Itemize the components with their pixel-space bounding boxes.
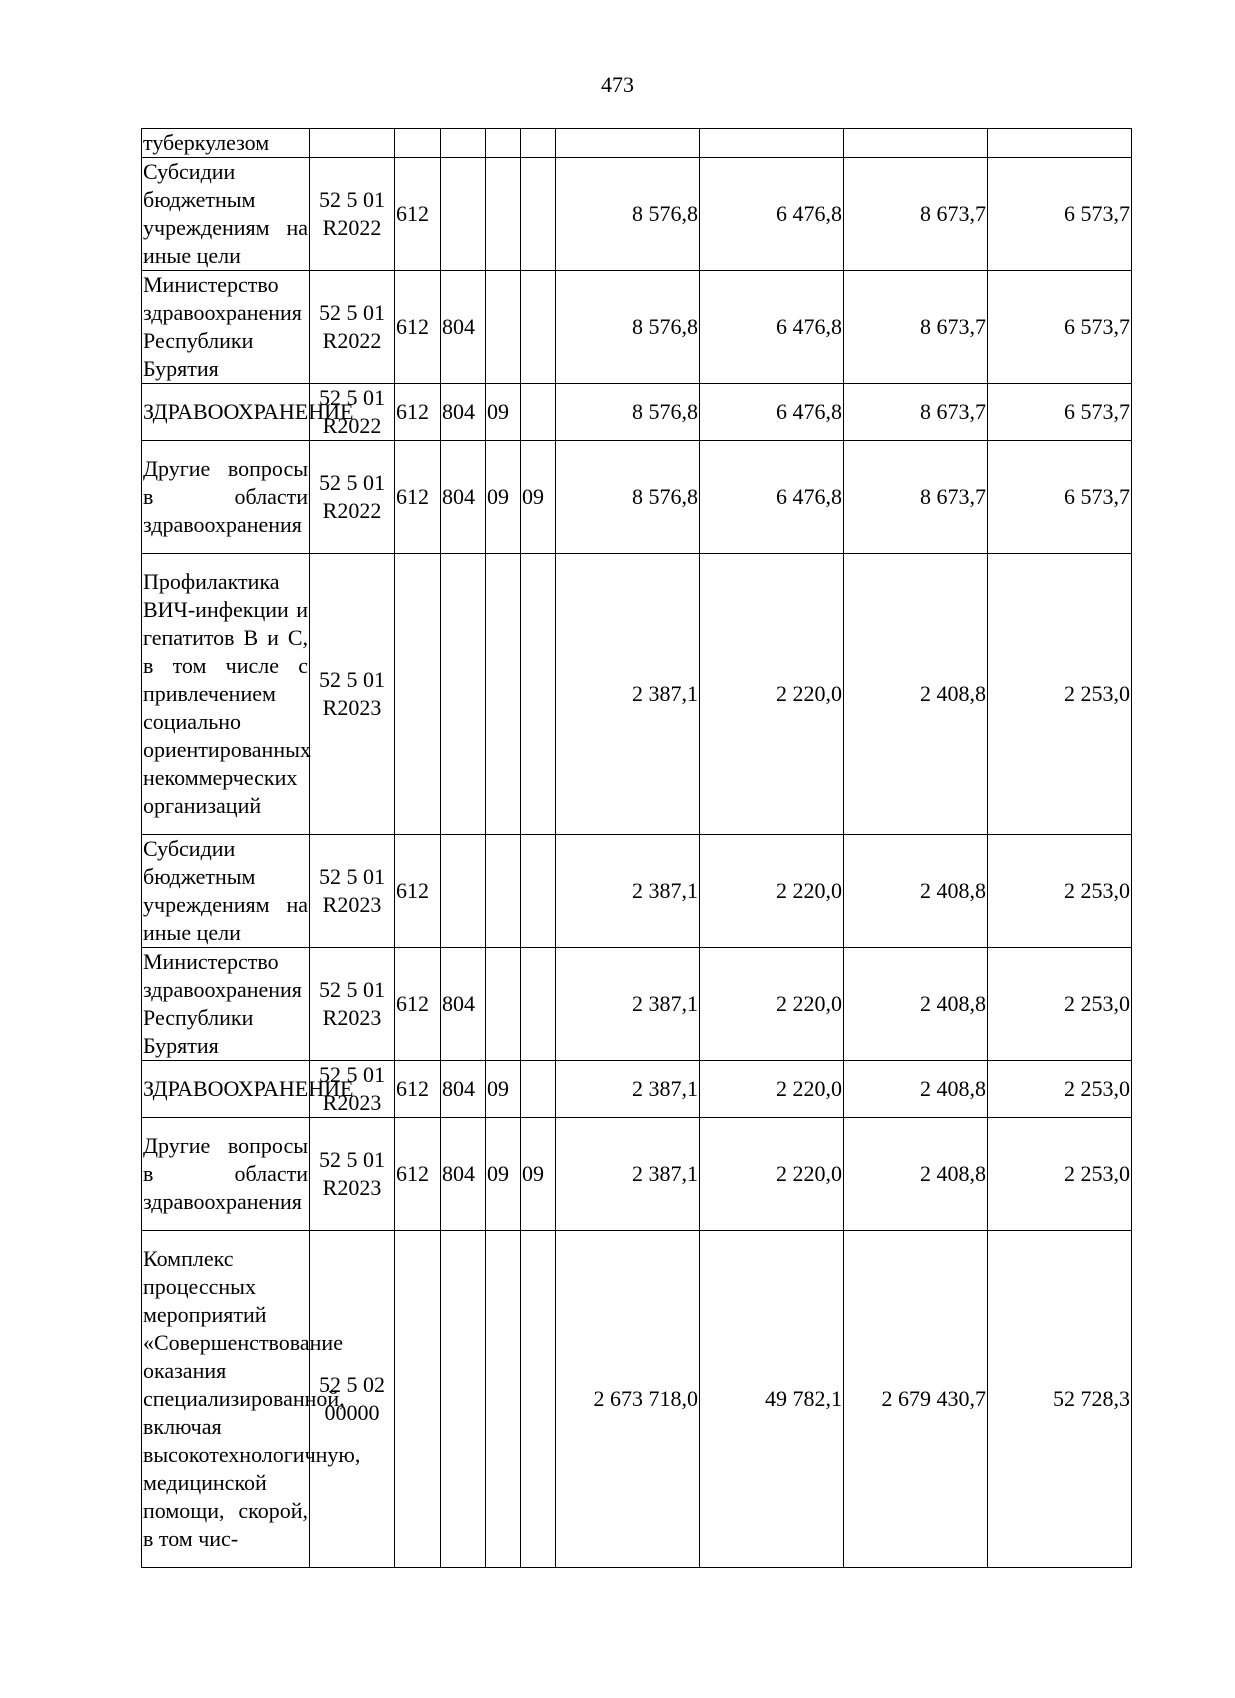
row-value-4: 2 253,0 xyxy=(988,1118,1132,1231)
row-pr xyxy=(521,129,556,158)
row-value-4: 2 253,0 xyxy=(988,1061,1132,1118)
row-vr: 612 xyxy=(395,441,441,554)
row-value-1: 2 387,1 xyxy=(556,1118,700,1231)
row-value-3: 8 673,7 xyxy=(844,441,988,554)
row-vr xyxy=(395,554,441,835)
row-code: 52 5 01 R2023 xyxy=(310,1118,395,1231)
row-name: Субсидии бюджетным учреждениям на иные цели xyxy=(142,158,310,271)
row-rz: 09 xyxy=(486,384,521,441)
row-value-1: 8 576,8 xyxy=(556,158,700,271)
row-gr: 804 xyxy=(441,384,486,441)
row-vr: 612 xyxy=(395,384,441,441)
row-rz xyxy=(486,1231,521,1568)
row-code: 52 5 01 R2023 xyxy=(310,948,395,1061)
row-vr: 612 xyxy=(395,1061,441,1118)
row-vr xyxy=(395,1231,441,1568)
budget-table xyxy=(141,128,1132,1568)
row-name: Другие вопросы в области здравоохранения xyxy=(142,441,310,554)
row-gr: 804 xyxy=(441,1118,486,1231)
row-gr xyxy=(441,129,486,158)
row-value-3: 2 408,8 xyxy=(844,948,988,1061)
row-rz xyxy=(486,129,521,158)
row-value-2: 6 476,8 xyxy=(700,384,844,441)
row-value-4 xyxy=(988,129,1132,158)
row-pr xyxy=(521,554,556,835)
row-name: ЗДРАВООХРАНЕНИЕ xyxy=(142,384,310,441)
table-row xyxy=(142,1118,1132,1231)
table-row xyxy=(142,158,1132,271)
table-row xyxy=(142,384,1132,441)
row-value-2: 2 220,0 xyxy=(700,835,844,948)
row-gr xyxy=(441,1231,486,1568)
row-gr: 804 xyxy=(441,1061,486,1118)
row-value-1: 2 387,1 xyxy=(556,1061,700,1118)
row-value-2: 6 476,8 xyxy=(700,158,844,271)
row-value-3: 8 673,7 xyxy=(844,271,988,384)
row-pr xyxy=(521,1061,556,1118)
row-code: 52 5 01 R2023 xyxy=(310,554,395,835)
row-name: Субсидии бюджетным учреждениям на иные цели xyxy=(142,835,310,948)
row-value-1: 2 387,1 xyxy=(556,554,700,835)
row-rz: 09 xyxy=(486,1118,521,1231)
row-value-3: 2 408,8 xyxy=(844,554,988,835)
table-row xyxy=(142,948,1132,1061)
row-value-2: 2 220,0 xyxy=(700,1061,844,1118)
row-code: 52 5 01 R2022 xyxy=(310,158,395,271)
row-name: Министерство здравоохранения Республики Бурятия xyxy=(142,271,310,384)
row-vr: 612 xyxy=(395,158,441,271)
row-vr: 612 xyxy=(395,948,441,1061)
row-value-1: 2 387,1 xyxy=(556,835,700,948)
row-gr: 804 xyxy=(441,948,486,1061)
row-rz xyxy=(486,948,521,1061)
row-name: Комплекс процессных мероприятий «Совершенствование оказания специализированной, включая высокотехнологичную, медицинской помощи, скорой, в том чис- xyxy=(142,1231,310,1568)
row-value-1: 8 576,8 xyxy=(556,441,700,554)
row-value-2: 49 782,1 xyxy=(700,1231,844,1568)
row-gr xyxy=(441,835,486,948)
table-row xyxy=(142,129,1132,158)
page-number: 473 xyxy=(601,72,634,97)
row-name: ЗДРАВООХРАНЕНИЕ xyxy=(142,1061,310,1118)
row-value-4: 6 573,7 xyxy=(988,441,1132,554)
row-value-2: 2 220,0 xyxy=(700,554,844,835)
row-value-1: 8 576,8 xyxy=(556,384,700,441)
row-value-3: 2 679 430,7 xyxy=(844,1231,988,1568)
row-value-1 xyxy=(556,129,700,158)
row-name: Другие вопросы в области здравоохранения xyxy=(142,1118,310,1231)
row-value-1: 2 673 718,0 xyxy=(556,1231,700,1568)
table-row xyxy=(142,271,1132,384)
row-pr xyxy=(521,271,556,384)
row-value-3: 2 408,8 xyxy=(844,835,988,948)
row-code: 52 5 01 R2022 xyxy=(310,384,395,441)
row-value-4: 6 573,7 xyxy=(988,158,1132,271)
row-rz xyxy=(486,271,521,384)
row-value-2: 6 476,8 xyxy=(700,441,844,554)
row-vr: 612 xyxy=(395,1118,441,1231)
row-code: 52 5 01 R2023 xyxy=(310,1061,395,1118)
table-row xyxy=(142,554,1132,835)
row-value-2 xyxy=(700,129,844,158)
row-name: туберкулезом xyxy=(142,129,310,158)
row-gr xyxy=(441,554,486,835)
row-pr xyxy=(521,158,556,271)
row-code: 52 5 01 R2022 xyxy=(310,441,395,554)
table-row xyxy=(142,1231,1132,1568)
row-pr xyxy=(521,835,556,948)
row-name: Министерство здравоохранения Республики Бурятия xyxy=(142,948,310,1061)
row-value-2: 2 220,0 xyxy=(700,948,844,1061)
row-rz xyxy=(486,835,521,948)
row-pr: 09 xyxy=(521,441,556,554)
row-value-4: 2 253,0 xyxy=(988,835,1132,948)
row-pr xyxy=(521,384,556,441)
row-rz xyxy=(486,158,521,271)
row-code: 52 5 01 R2022 xyxy=(310,271,395,384)
row-value-1: 2 387,1 xyxy=(556,948,700,1061)
row-vr: 612 xyxy=(395,835,441,948)
row-value-3: 2 408,8 xyxy=(844,1061,988,1118)
table-row xyxy=(142,835,1132,948)
table-row xyxy=(142,1061,1132,1118)
row-value-3: 2 408,8 xyxy=(844,1118,988,1231)
row-value-3: 8 673,7 xyxy=(844,384,988,441)
row-pr xyxy=(521,1231,556,1568)
row-rz: 09 xyxy=(486,441,521,554)
row-value-3: 8 673,7 xyxy=(844,158,988,271)
row-pr xyxy=(521,948,556,1061)
row-pr: 09 xyxy=(521,1118,556,1231)
row-code: 52 5 02 00000 xyxy=(310,1231,395,1568)
row-value-2: 6 476,8 xyxy=(700,271,844,384)
row-value-4: 52 728,3 xyxy=(988,1231,1132,1568)
row-gr xyxy=(441,158,486,271)
row-value-1: 8 576,8 xyxy=(556,271,700,384)
row-value-4: 6 573,7 xyxy=(988,384,1132,441)
table-row xyxy=(142,441,1132,554)
row-value-4: 2 253,0 xyxy=(988,554,1132,835)
row-rz xyxy=(486,554,521,835)
row-vr xyxy=(395,129,441,158)
row-value-4: 6 573,7 xyxy=(988,271,1132,384)
row-gr: 804 xyxy=(441,271,486,384)
row-vr: 612 xyxy=(395,271,441,384)
row-code xyxy=(310,129,395,158)
row-code: 52 5 01 R2023 xyxy=(310,835,395,948)
row-rz: 09 xyxy=(486,1061,521,1118)
row-value-2: 2 220,0 xyxy=(700,1118,844,1231)
row-gr: 804 xyxy=(441,441,486,554)
row-value-4: 2 253,0 xyxy=(988,948,1132,1061)
row-name: Профилактика ВИЧ-инфекции и гепатитов В и С, в том числе с привлечением социально ориентированных некоммерческих организаций xyxy=(142,554,310,835)
row-value-3 xyxy=(844,129,988,158)
